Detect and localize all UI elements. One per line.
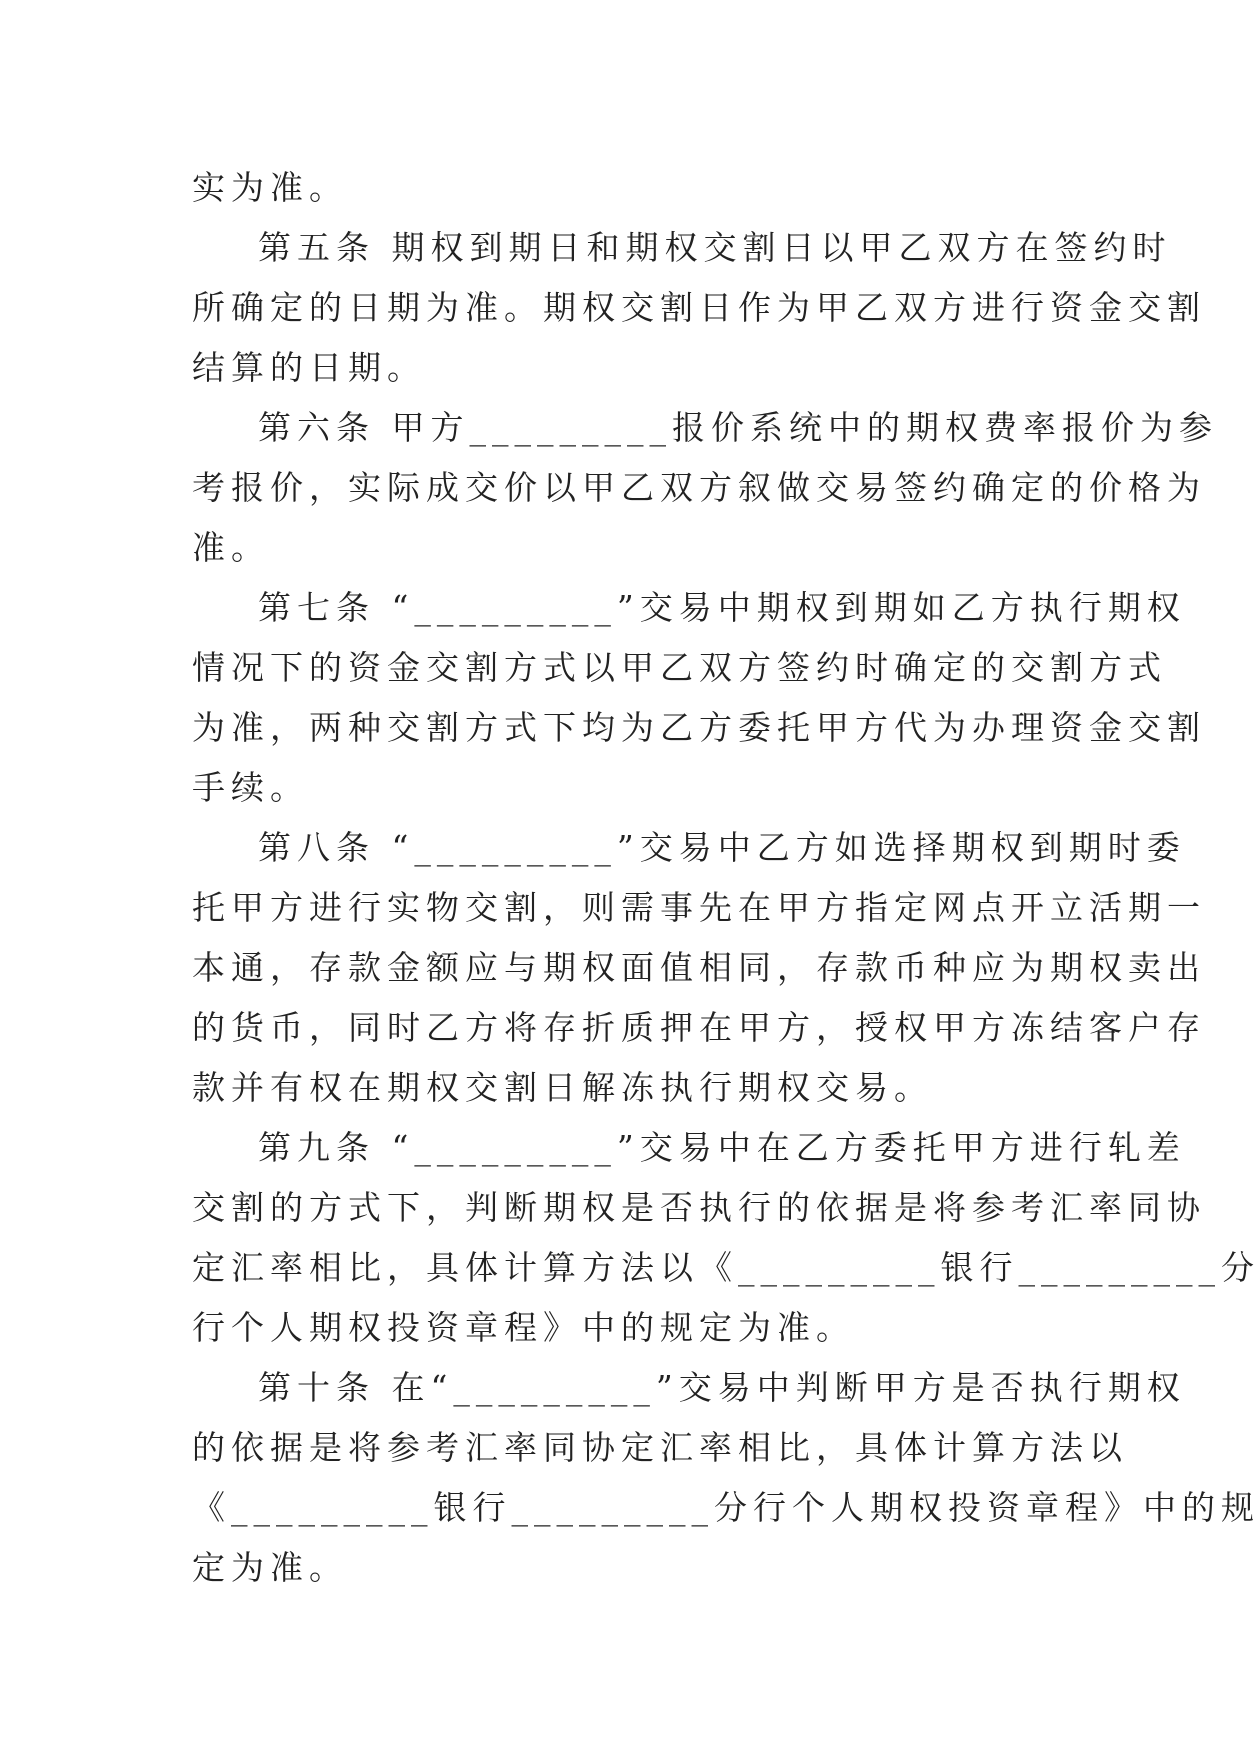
text-line: 的依据是将参考汇率同协定汇率相比，具体计算方法以 — [192, 1428, 1128, 1467]
article-5-start: 第五条 期权到期日和期权交割日以甲乙双方在签约时 — [258, 228, 1172, 267]
document-body — [192, 158, 1260, 1598]
text-line: 实为准。 — [192, 168, 348, 207]
text-line: 行个人期权投资章程》中的规定为准。 — [192, 1308, 855, 1347]
text-line: 本通，存款金额应与期权面值相同，存款币种应为期权卖出 — [192, 948, 1206, 987]
article-6-start: 第六条 甲方_________报价系统中的期权费率报价为参 — [258, 408, 1218, 447]
article-8-start: 第八条 “_________”交易中乙方如选择期权到期时委 — [258, 828, 1186, 867]
text-line: 定汇率相比，具体计算方法以《_________银行_________分 — [192, 1248, 1260, 1287]
text-line: 《_________银行_________分行个人期权投资章程》中的规 — [192, 1488, 1260, 1527]
text-line: 准。 — [192, 528, 270, 567]
text-line: 交割的方式下，判断期权是否执行的依据是将参考汇率同协 — [192, 1188, 1206, 1227]
article-7-start: 第七条 “_________”交易中期权到期如乙方执行期权 — [258, 588, 1186, 627]
article-9-start: 第九条 “_________”交易中在乙方委托甲方进行轧差 — [258, 1128, 1186, 1167]
text-line: 考报价，实际成交价以甲乙双方叙做交易签约确定的价格为 — [192, 468, 1206, 507]
text-line: 托甲方进行实物交割，则需事先在甲方指定网点开立活期一 — [192, 888, 1206, 927]
text-line: 结算的日期。 — [192, 348, 426, 387]
text-line: 定为准。 — [192, 1548, 348, 1587]
text-line: 情况下的资金交割方式以甲乙双方签约时确定的交割方式 — [192, 648, 1167, 687]
text-line: 的货币，同时乙方将存折质押在甲方，授权甲方冻结客户存 — [192, 1008, 1206, 1047]
text-line: 款并有权在期权交割日解冻执行期权交易。 — [192, 1068, 933, 1107]
text-line: 所确定的日期为准。期权交割日作为甲乙双方进行资金交割 — [192, 288, 1206, 327]
text-line: 手续。 — [192, 768, 309, 807]
article-10-start: 第十条 在“_________”交易中判断甲方是否执行期权 — [258, 1368, 1186, 1407]
text-line: 为准，两种交割方式下均为乙方委托甲方代为办理资金交割 — [192, 708, 1206, 747]
